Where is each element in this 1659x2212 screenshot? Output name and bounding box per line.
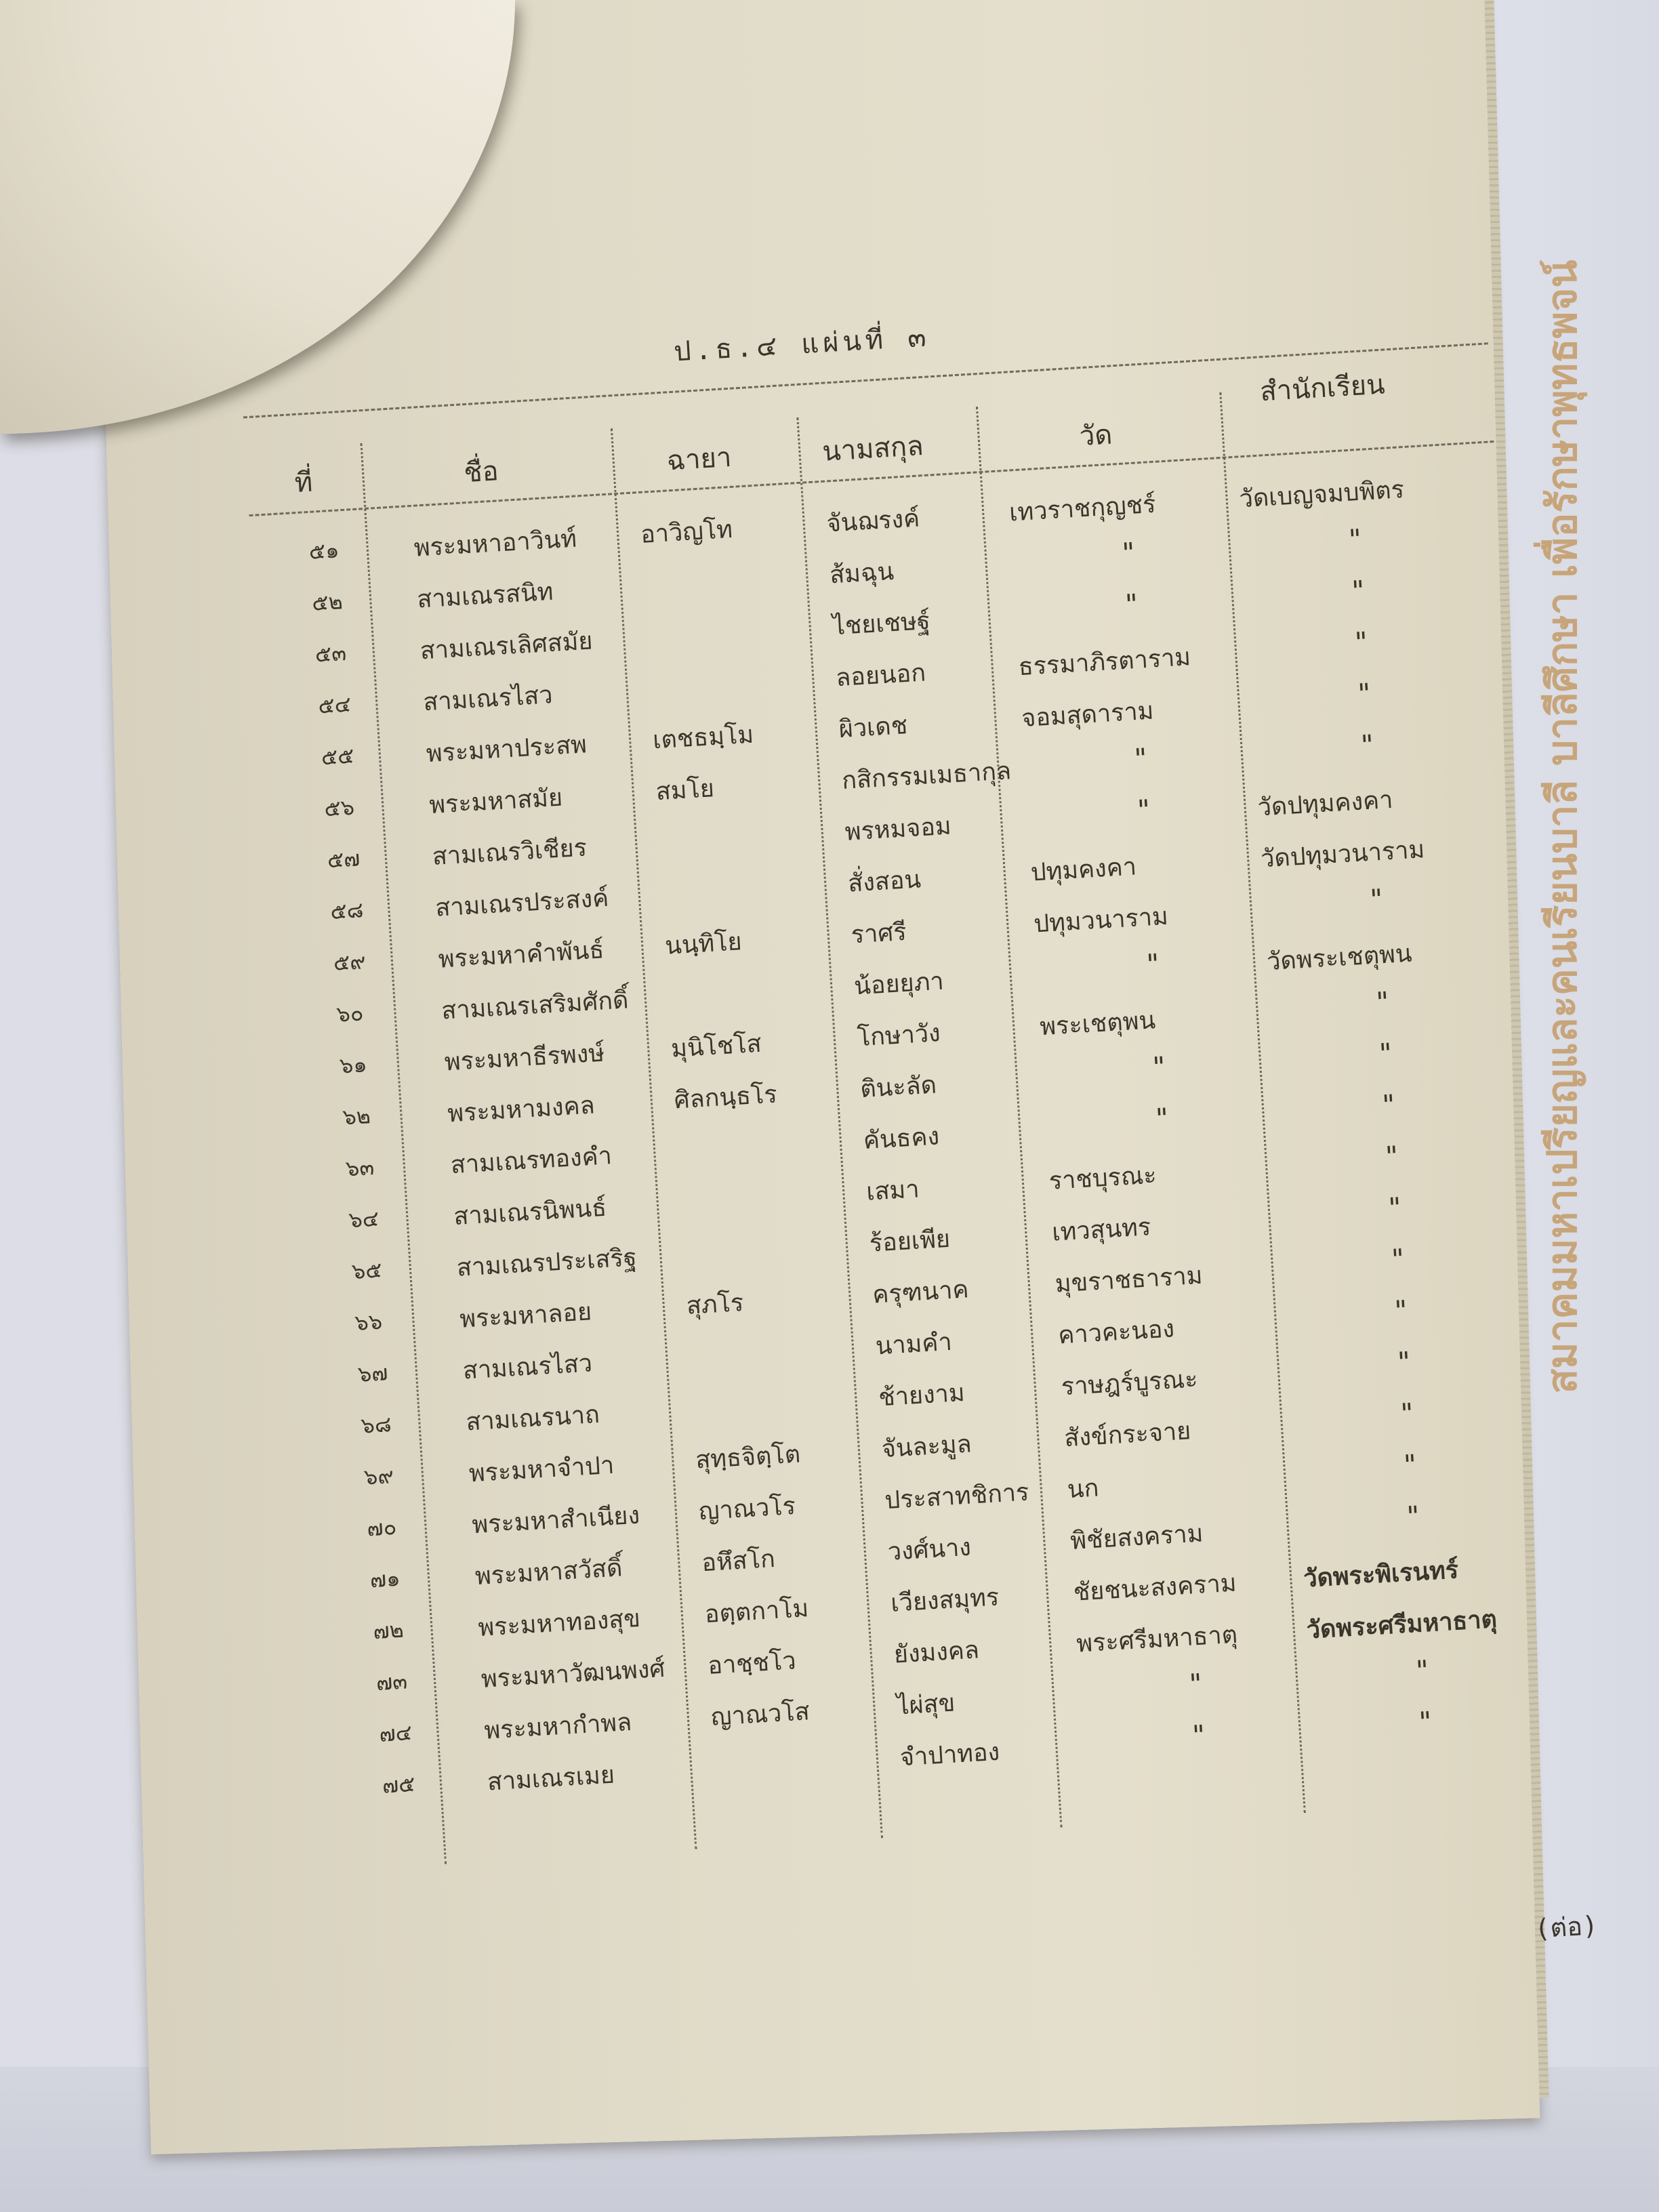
cell-temple: " [1131, 743, 1150, 775]
cell-name: สามเณรเสริมศักดิ์ [441, 986, 630, 1025]
cell-name: พระมหาวัฒนพงศ์ [480, 1654, 666, 1694]
cell-no: ๕๑ [308, 537, 340, 565]
cell-school: วัดพระเชตุพน [1266, 939, 1413, 977]
form-number: ป.ธ.๔ แผ่นที่ ๓ [673, 321, 931, 368]
cell-name: สามเณรสนิท [416, 577, 554, 614]
cell-surname: ผิวเดช [838, 712, 909, 744]
cell-surname: เวียงสมุทร [890, 1583, 1000, 1618]
cell-school: " [1389, 1243, 1408, 1276]
cell-temple: " [1149, 1051, 1168, 1084]
cell-temple: ราษฎร์บูรณะ [1060, 1365, 1199, 1401]
cell-surname: นามคำ [874, 1328, 953, 1361]
cell-name: สามเณรประสงค์ [434, 884, 610, 922]
cell-no: ๗๐ [366, 1513, 398, 1542]
cell-school: " [1346, 523, 1365, 556]
cell-school: " [1416, 1706, 1435, 1739]
cell-no: ๖๓ [344, 1153, 375, 1182]
cell-alias: นนฺทิโย [664, 928, 743, 960]
cell-no: ๗๔ [378, 1719, 413, 1747]
continued-note: (ต่อ) [1534, 1910, 1599, 1944]
cell-surname: ลอยนอก [835, 659, 927, 693]
cell-school: " [1395, 1346, 1414, 1378]
cell-surname: ช้ายงาม [878, 1378, 966, 1412]
register-sheet [240, 281, 1599, 2013]
cell-name: พระมหาคำพันธ์ [437, 936, 605, 974]
cell-surname: ตินะลัด [859, 1071, 938, 1104]
cell-temple: พิชัยสงคราม [1069, 1519, 1204, 1555]
cell-temple: ปทุมวนาราม [1033, 902, 1169, 939]
cell-temple: พระเชตุพน [1039, 1006, 1157, 1042]
cell-surname: ไชยเชษฐ์ [832, 607, 931, 641]
cell-alias: ศิลกนฺธโร [673, 1080, 778, 1115]
cell-school: " [1382, 1141, 1401, 1173]
header-school: สำนักเรียน [1259, 369, 1386, 408]
cell-alias: มุนิโชโส [670, 1029, 762, 1063]
cell-surname: จำปาทอง [899, 1738, 1001, 1772]
cell-surname: ยังมงคล [893, 1636, 981, 1669]
cell-alias: อาวิญโท [640, 515, 734, 549]
cell-school: " [1352, 626, 1371, 659]
cell-name: สามเณรวิเชียร [431, 834, 588, 871]
cell-no: ๖๐ [335, 1000, 365, 1027]
cell-name: พระมหาจำปา [468, 1451, 615, 1488]
cell-school: " [1397, 1397, 1416, 1430]
header-surname: นามสกุล [821, 430, 924, 468]
cell-no: ๖๔ [348, 1205, 380, 1233]
cell-no: ๖๕ [350, 1256, 383, 1285]
cell-school: " [1379, 1089, 1398, 1122]
header-no: ที่ [293, 466, 314, 499]
cell-temple: พระศรีมหาธาตุ [1076, 1620, 1239, 1658]
cell-name: สามเณรนาถ [465, 1400, 600, 1437]
cell-surname: พรหมจอม [844, 812, 952, 846]
cell-school: วัดพระพิเรนทร์ [1303, 1556, 1460, 1593]
cell-alias: สมโย [655, 775, 716, 806]
cell-alias: เตชธมฺโม [652, 720, 755, 755]
header-name: ชื่อ [463, 455, 499, 489]
cell-temple: คาวคะนอง [1057, 1315, 1176, 1350]
cell-surname: สั่งสอน [847, 865, 922, 898]
cell-name: สามเณรนิพนธ์ [453, 1193, 608, 1231]
cell-surname: ครุฑนาค [872, 1275, 970, 1309]
cell-temple: ปทุมคงคา [1029, 853, 1138, 887]
cell-school: " [1376, 1038, 1395, 1070]
cell-name: สามเณรเมย [486, 1761, 616, 1797]
cell-no: ๖๒ [342, 1103, 371, 1130]
cell-temple: " [1119, 537, 1138, 569]
cell-name: สามเณรไสว [422, 681, 554, 717]
cell-temple: " [1189, 1719, 1208, 1752]
cell-no: ๕๕ [320, 742, 355, 771]
cell-school: " [1404, 1500, 1422, 1533]
cell-school: " [1391, 1294, 1410, 1328]
cell-school: " [1413, 1654, 1432, 1687]
watermark-text: สมาคมมหาเปรียญและคนเรียนบาลี บาลีศึกษา เพื่อรักษาพุทธพจน์ [1538, 260, 1586, 1394]
cell-alias: ญาณวโร [697, 1492, 797, 1526]
cell-temple: " [1186, 1668, 1205, 1701]
cell-school: วัดเบญจมบพิตร [1238, 476, 1406, 514]
cell-no: ๕๖ [323, 794, 356, 822]
cell-name: พระมหาธีรพงษ์ [443, 1039, 606, 1077]
cell-no: ๗๑ [369, 1565, 401, 1593]
cell-no: ๖๖ [354, 1308, 384, 1336]
cell-school: " [1401, 1449, 1420, 1481]
cell-name: พระมหาทองสุข [477, 1604, 641, 1642]
cell-no: ๕๔ [317, 691, 352, 719]
cell-temple: มุขราชธาราม [1054, 1261, 1204, 1298]
cell-surname: ส้มฉุน [829, 557, 895, 590]
cell-name: พระมหาสำเนียง [471, 1501, 641, 1540]
cell-school: วัดปทุมคงคา [1256, 785, 1394, 822]
cell-surname: น้อยยุภา [853, 967, 945, 1001]
cell-temple: ชัยชนะสงคราม [1072, 1569, 1237, 1607]
cell-name: พระมหามงคล [447, 1091, 596, 1128]
header-alias: ฉายา [665, 441, 733, 477]
cell-surname: คันธคง [862, 1122, 941, 1155]
cell-alias: ญาณวโส [710, 1698, 811, 1732]
cell-surname: ประสาทชิการ [884, 1478, 1030, 1515]
cell-surname: ราศรี [850, 918, 907, 949]
cell-no: ๖๙ [363, 1462, 394, 1490]
cell-surname: เสมา [865, 1175, 920, 1206]
cell-school: " [1373, 986, 1392, 1019]
cell-alias: อาชฺชโว [707, 1647, 797, 1680]
cell-surname: โกษาวัง [856, 1019, 941, 1052]
cell-school: " [1385, 1192, 1404, 1225]
cell-school: " [1355, 678, 1374, 710]
cell-alias: อหึสโก [701, 1544, 776, 1578]
cell-name: พระมหาลอย [459, 1298, 593, 1334]
cell-school: " [1367, 883, 1386, 916]
cell-school: วัดพระศรีมหาธาตุ [1305, 1605, 1498, 1645]
cell-alias: สุภโร [685, 1288, 745, 1320]
cell-no: ๗๕ [381, 1770, 416, 1799]
cell-surname: จันฌรงค์ [825, 504, 921, 538]
cell-no: ๕๗ [326, 845, 361, 874]
cell-temple: " [1122, 588, 1141, 621]
cell-school: " [1349, 575, 1368, 607]
cell-surname: จันละมูล [880, 1430, 972, 1464]
cell-name: พระมหากำพล [483, 1708, 633, 1745]
cell-temple: " [1134, 794, 1153, 827]
header-temple: วัด [1078, 419, 1113, 453]
cell-temple: เทวราชกุญชร์ [1008, 490, 1157, 527]
cell-temple: จอมสุดาราม [1021, 697, 1155, 733]
cell-no: ๖๘ [360, 1411, 392, 1439]
cell-name: พระมหาอาวินท์ [413, 525, 578, 562]
cell-temple: สังข์กระจาย [1063, 1417, 1192, 1453]
cell-school: วัดปทุมวนาราม [1260, 836, 1426, 874]
cell-name: พระมหาสมัย [428, 783, 564, 820]
cell-temple: นก [1066, 1474, 1100, 1504]
cell-temple: " [1143, 948, 1162, 981]
cell-name: สามเณรประเสริฐ [455, 1244, 638, 1282]
cell-name: พระมหาสวัสดิ์ [474, 1554, 623, 1591]
cell-alias: สุทฺธจิตฺโต [695, 1440, 802, 1475]
cell-no: ๕๒ [311, 588, 344, 616]
cell-no: ๖๗ [356, 1359, 389, 1387]
cell-temple: ราชบุรณะ [1048, 1161, 1158, 1195]
cell-no: ๗๒ [372, 1616, 405, 1645]
cell-name: พระมหาประสพ [425, 731, 588, 769]
cell-no: ๕๓ [314, 640, 348, 668]
cell-name: สามเณรทองคำ [449, 1142, 613, 1180]
cell-surname: วงศ์นาง [886, 1533, 972, 1566]
cell-no: ๖๑ [338, 1051, 368, 1079]
cell-surname: กสิกรรมเมธากุล [841, 757, 1012, 795]
cell-no: ๗๓ [375, 1668, 409, 1696]
cell-surname: ไผ่สุข [896, 1689, 956, 1721]
cell-school: " [1358, 729, 1377, 762]
cell-temple: " [1153, 1103, 1172, 1135]
cell-no: ๕๙ [332, 948, 367, 976]
cell-temple: เทวสุนทร [1051, 1213, 1152, 1247]
cell-surname: ร้อยเพีย [868, 1225, 951, 1258]
cell-alias: อตฺตกาโม [703, 1595, 810, 1629]
cell-name: สามเณรเลิศสมัย [419, 627, 594, 665]
cell-temple: ธรรมาภิรตาราม [1017, 643, 1192, 682]
cell-name: สามเณรไสว [462, 1349, 594, 1385]
cell-no: ๕๘ [329, 897, 365, 925]
